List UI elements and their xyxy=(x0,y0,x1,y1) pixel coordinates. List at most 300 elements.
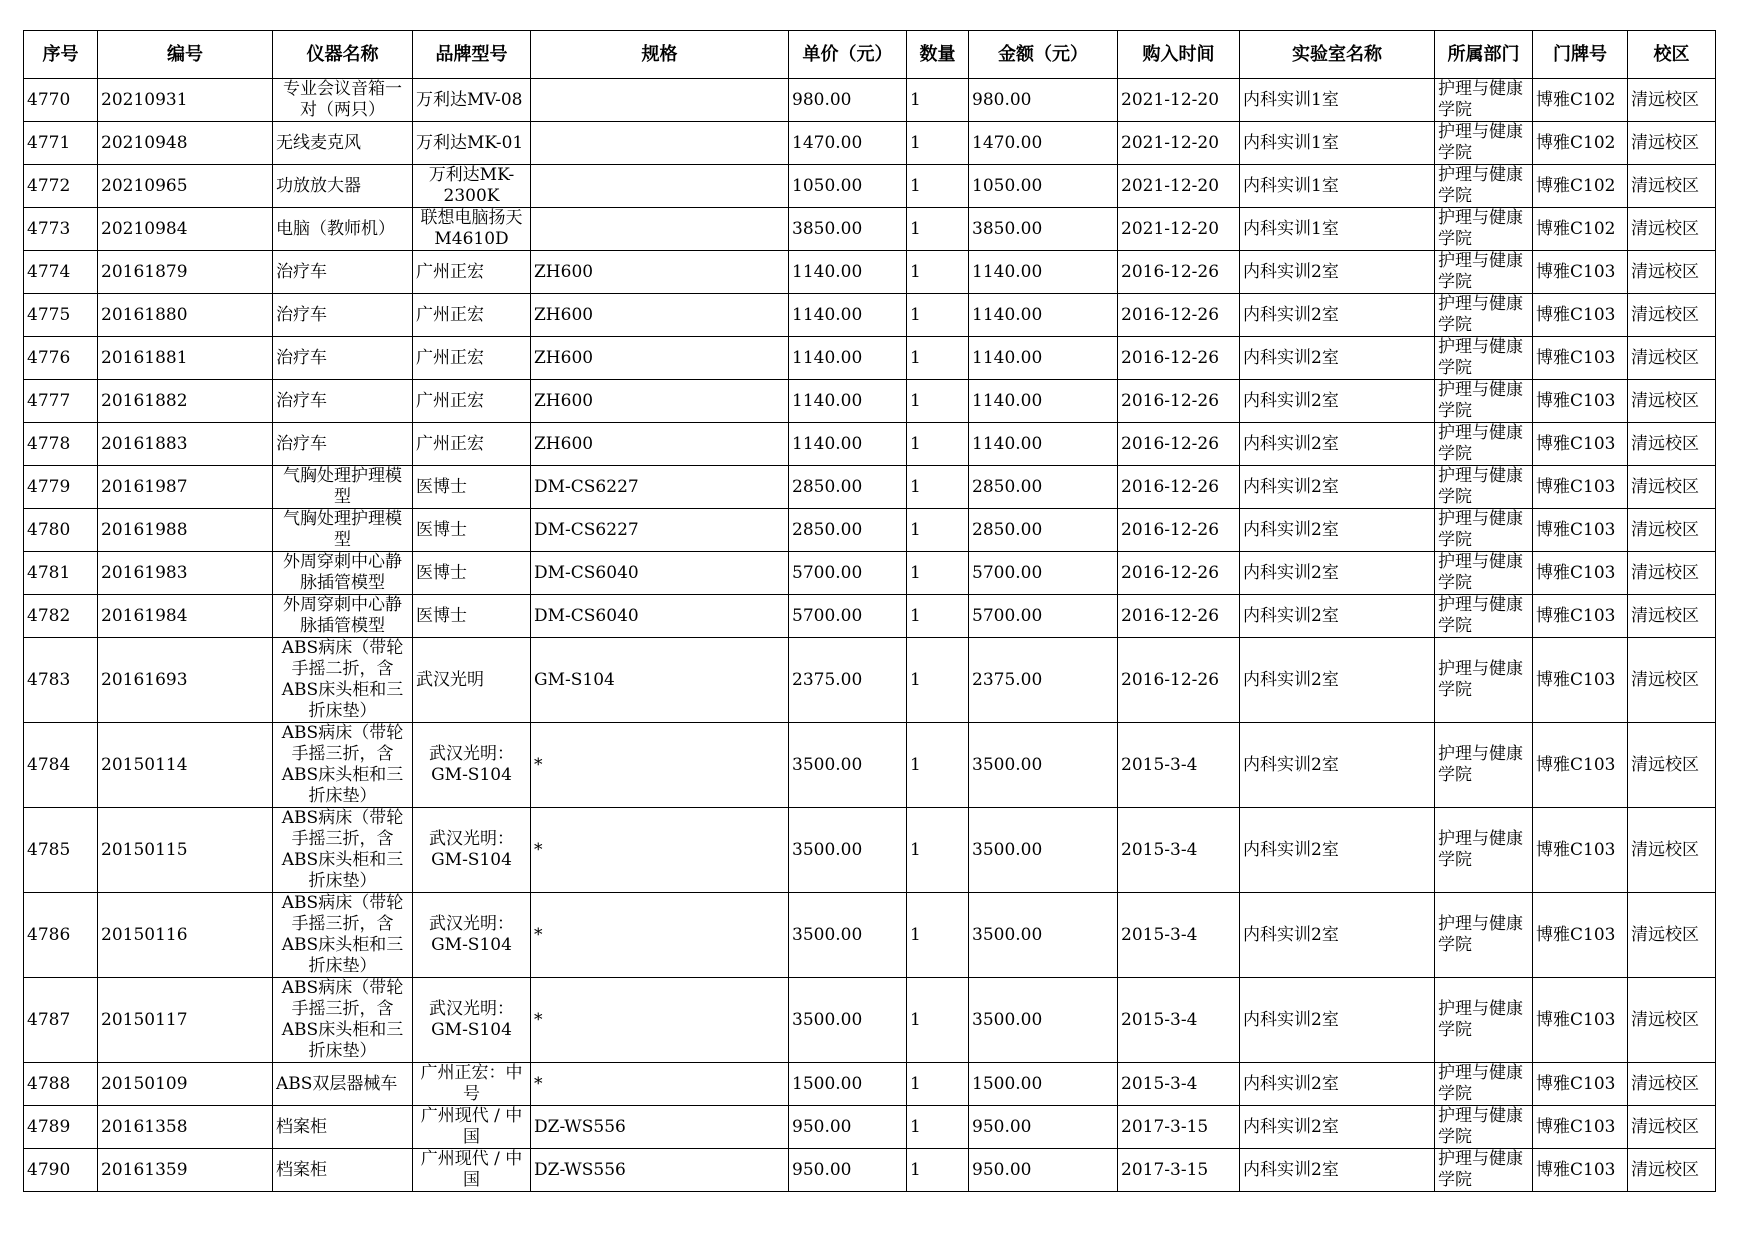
table-row xyxy=(24,165,1716,208)
cell-quantity-text: 1 xyxy=(910,562,921,583)
cell-quantity xyxy=(907,79,969,122)
cell-purchase-date-text: 2017-3-15 xyxy=(1121,1159,1209,1180)
cell-code-text: 20161359 xyxy=(101,1159,188,1180)
cell-purchase-date-text: 2015-3-4 xyxy=(1121,924,1198,945)
cell-brand-model xyxy=(413,595,531,638)
cell-instrument-name xyxy=(273,893,413,978)
cell-seq-text: 4772 xyxy=(27,175,71,196)
cell-spec-text: DM-CS6227 xyxy=(534,476,639,497)
cell-unit-price-text: 2850.00 xyxy=(792,519,863,540)
cell-campus-text: 清远校区 xyxy=(1631,1073,1699,1094)
cell-department xyxy=(1435,337,1533,380)
cell-department xyxy=(1435,509,1533,552)
cell-purchase-date xyxy=(1118,251,1240,294)
cell-amount xyxy=(969,208,1118,251)
cell-lab-name xyxy=(1240,79,1435,122)
cell-brand-model-text: 广州正宏 xyxy=(416,304,484,325)
cell-quantity-text: 1 xyxy=(910,132,921,153)
cell-amount xyxy=(969,723,1118,808)
inventory-sheet xyxy=(23,30,1716,1192)
cell-amount-text: 1140.00 xyxy=(972,390,1043,411)
cell-brand-model xyxy=(413,122,531,165)
cell-instrument-name-text: 外周穿刺中心静脉插管模型 xyxy=(283,552,402,593)
cell-campus xyxy=(1628,552,1716,595)
cell-room-number xyxy=(1533,893,1628,978)
cell-code xyxy=(98,380,273,423)
header-price: 单价（元） xyxy=(789,31,907,79)
cell-campus xyxy=(1628,1063,1716,1106)
cell-amount-text: 1050.00 xyxy=(972,175,1043,196)
cell-lab-name xyxy=(1240,337,1435,380)
cell-spec xyxy=(531,509,789,552)
cell-campus-text: 清远校区 xyxy=(1631,1009,1699,1030)
cell-seq-text: 4774 xyxy=(27,261,71,282)
cell-brand-model-text: 武汉光明 xyxy=(416,669,484,690)
cell-room-number xyxy=(1533,723,1628,808)
cell-unit-price-text: 1140.00 xyxy=(792,390,863,411)
cell-quantity xyxy=(907,1063,969,1106)
cell-code-text: 20161882 xyxy=(101,390,188,411)
cell-purchase-date xyxy=(1118,1063,1240,1106)
cell-campus xyxy=(1628,466,1716,509)
cell-purchase-date-text: 2016-12-26 xyxy=(1121,433,1220,454)
cell-room-number-text: 博雅C103 xyxy=(1536,304,1616,325)
cell-lab-name-text: 内科实训2室 xyxy=(1243,1009,1339,1030)
cell-quantity xyxy=(907,251,969,294)
table-row xyxy=(24,723,1716,808)
cell-purchase-date xyxy=(1118,595,1240,638)
cell-purchase-date xyxy=(1118,1106,1240,1149)
cell-amount xyxy=(969,79,1118,122)
cell-amount xyxy=(969,337,1118,380)
cell-code xyxy=(98,1149,273,1192)
cell-code xyxy=(98,893,273,978)
cell-instrument-name-text: ABS病床（带轮手摇三折，含ABS床头柜和三折床垫） xyxy=(281,978,404,1061)
cell-campus xyxy=(1628,251,1716,294)
cell-purchase-date-text: 2021-12-20 xyxy=(1121,132,1220,153)
header-brand: 品牌型号 xyxy=(413,31,531,79)
cell-instrument-name xyxy=(273,509,413,552)
cell-spec xyxy=(531,1149,789,1192)
cell-amount-text: 1140.00 xyxy=(972,261,1043,282)
cell-department-text: 护理与健康学院 xyxy=(1438,208,1523,249)
cell-purchase-date xyxy=(1118,380,1240,423)
cell-brand-model xyxy=(413,978,531,1063)
cell-campus xyxy=(1628,808,1716,893)
cell-quantity xyxy=(907,808,969,893)
cell-lab-name xyxy=(1240,808,1435,893)
cell-lab-name xyxy=(1240,1106,1435,1149)
cell-purchase-date xyxy=(1118,423,1240,466)
cell-spec-text: DM-CS6227 xyxy=(534,519,639,540)
cell-room-number-text: 博雅C103 xyxy=(1536,562,1616,583)
table-row xyxy=(24,893,1716,978)
cell-brand-model xyxy=(413,79,531,122)
cell-campus xyxy=(1628,208,1716,251)
cell-quantity xyxy=(907,1106,969,1149)
cell-campus xyxy=(1628,1106,1716,1149)
cell-brand-model-text: 广州现代 / 中国 xyxy=(420,1106,523,1147)
cell-amount-text: 3500.00 xyxy=(972,839,1043,860)
cell-room-number-text: 博雅C103 xyxy=(1536,390,1616,411)
cell-room-number xyxy=(1533,509,1628,552)
cell-code-text: 20150117 xyxy=(101,1009,188,1030)
cell-purchase-date xyxy=(1118,208,1240,251)
cell-department xyxy=(1435,251,1533,294)
header-amount: 金额（元） xyxy=(969,31,1118,79)
cell-amount xyxy=(969,122,1118,165)
cell-code-text: 20150115 xyxy=(101,839,188,860)
cell-spec xyxy=(531,79,789,122)
table-row xyxy=(24,208,1716,251)
cell-instrument-name-text: 专业会议音箱一对（两只） xyxy=(283,79,402,120)
cell-code xyxy=(98,1063,273,1106)
cell-lab-name-text: 内科实训1室 xyxy=(1243,218,1339,239)
cell-code xyxy=(98,978,273,1063)
cell-unit-price xyxy=(789,423,907,466)
cell-instrument-name-text: ABS病床（带轮手摇三折，含ABS床头柜和三折床垫） xyxy=(281,893,404,976)
cell-room-number xyxy=(1533,165,1628,208)
cell-spec-text: ZH600 xyxy=(534,304,594,325)
cell-amount-text: 3500.00 xyxy=(972,1009,1043,1030)
cell-lab-name xyxy=(1240,552,1435,595)
cell-lab-name-text: 内科实训2室 xyxy=(1243,1116,1339,1137)
cell-code-text: 20210984 xyxy=(101,218,188,239)
cell-spec-text: DM-CS6040 xyxy=(534,605,639,626)
cell-unit-price-text: 3500.00 xyxy=(792,1009,863,1030)
cell-instrument-name xyxy=(273,595,413,638)
cell-campus xyxy=(1628,723,1716,808)
cell-purchase-date-text: 2016-12-26 xyxy=(1121,562,1220,583)
cell-unit-price-text: 3500.00 xyxy=(792,754,863,775)
cell-amount xyxy=(969,1106,1118,1149)
cell-purchase-date-text: 2015-3-4 xyxy=(1121,1073,1198,1094)
cell-campus-text: 清远校区 xyxy=(1631,1116,1699,1137)
cell-code-text: 20161880 xyxy=(101,304,188,325)
cell-purchase-date xyxy=(1118,122,1240,165)
cell-seq xyxy=(24,122,98,165)
cell-amount-text: 950.00 xyxy=(972,1159,1032,1180)
cell-instrument-name-text: 气胸处理护理模型 xyxy=(283,509,402,550)
cell-instrument-name xyxy=(273,638,413,723)
cell-spec-text: ZH600 xyxy=(534,390,594,411)
cell-room-number-text: 博雅C103 xyxy=(1536,754,1616,775)
cell-lab-name xyxy=(1240,1063,1435,1106)
cell-seq-text: 4780 xyxy=(27,519,71,540)
cell-code-text: 20161879 xyxy=(101,261,188,282)
cell-department-text: 护理与健康学院 xyxy=(1438,423,1523,464)
table-row xyxy=(24,638,1716,723)
cell-room-number-text: 博雅C103 xyxy=(1536,669,1616,690)
cell-spec-text: DZ-WS556 xyxy=(534,1159,626,1180)
cell-brand-model xyxy=(413,552,531,595)
cell-spec-text: ZH600 xyxy=(534,433,594,454)
cell-purchase-date-text: 2016-12-26 xyxy=(1121,390,1220,411)
cell-brand-model-text: 武汉光明：GM-S104 xyxy=(429,914,514,955)
cell-department xyxy=(1435,552,1533,595)
cell-room-number-text: 博雅C102 xyxy=(1536,175,1616,196)
cell-quantity xyxy=(907,423,969,466)
cell-spec xyxy=(531,1106,789,1149)
cell-spec-text: * xyxy=(534,924,543,945)
cell-spec xyxy=(531,595,789,638)
cell-quantity xyxy=(907,1149,969,1192)
cell-seq xyxy=(24,509,98,552)
cell-room-number-text: 博雅C103 xyxy=(1536,347,1616,368)
cell-amount xyxy=(969,1063,1118,1106)
cell-amount xyxy=(969,466,1118,509)
table-row xyxy=(24,337,1716,380)
cell-purchase-date xyxy=(1118,294,1240,337)
cell-brand-model-text: 万利达MK-01 xyxy=(416,132,524,153)
cell-room-number-text: 博雅C103 xyxy=(1536,1073,1616,1094)
cell-quantity-text: 1 xyxy=(910,89,921,110)
cell-seq-text: 4786 xyxy=(27,924,71,945)
table-row xyxy=(24,380,1716,423)
cell-lab-name-text: 内科实训2室 xyxy=(1243,390,1339,411)
cell-spec xyxy=(531,337,789,380)
cell-campus xyxy=(1628,423,1716,466)
table-row xyxy=(24,466,1716,509)
cell-unit-price-text: 3500.00 xyxy=(792,839,863,860)
cell-quantity xyxy=(907,165,969,208)
cell-seq xyxy=(24,165,98,208)
cell-amount-text: 2850.00 xyxy=(972,476,1043,497)
table-row xyxy=(24,79,1716,122)
cell-unit-price xyxy=(789,208,907,251)
cell-lab-name-text: 内科实训2室 xyxy=(1243,433,1339,454)
table-row xyxy=(24,552,1716,595)
header-name: 仪器名称 xyxy=(273,31,413,79)
cell-amount xyxy=(969,595,1118,638)
cell-campus-text: 清远校区 xyxy=(1631,347,1699,368)
cell-campus-text: 清远校区 xyxy=(1631,261,1699,282)
cell-code xyxy=(98,466,273,509)
table-row xyxy=(24,251,1716,294)
table-row xyxy=(24,978,1716,1063)
cell-brand-model xyxy=(413,808,531,893)
cell-campus xyxy=(1628,595,1716,638)
cell-brand-model-text: 医博士 xyxy=(416,605,467,626)
cell-quantity xyxy=(907,466,969,509)
cell-seq-text: 4776 xyxy=(27,347,71,368)
cell-purchase-date xyxy=(1118,893,1240,978)
cell-code-text: 20161988 xyxy=(101,519,188,540)
cell-unit-price-text: 3500.00 xyxy=(792,924,863,945)
cell-instrument-name xyxy=(273,1106,413,1149)
cell-seq xyxy=(24,294,98,337)
cell-spec-text: * xyxy=(534,754,543,775)
cell-spec-text: * xyxy=(534,1009,543,1030)
cell-unit-price xyxy=(789,251,907,294)
cell-room-number xyxy=(1533,638,1628,723)
cell-room-number-text: 博雅C103 xyxy=(1536,1009,1616,1030)
cell-brand-model-text: 武汉光明：GM-S104 xyxy=(429,829,514,870)
cell-unit-price-text: 1470.00 xyxy=(792,132,863,153)
cell-code xyxy=(98,423,273,466)
cell-amount-text: 1140.00 xyxy=(972,433,1043,454)
cell-unit-price-text: 2375.00 xyxy=(792,669,863,690)
cell-room-number xyxy=(1533,466,1628,509)
cell-instrument-name-text: ABS病床（带轮手摇三折，含ABS床头柜和三折床垫） xyxy=(281,808,404,891)
cell-room-number-text: 博雅C103 xyxy=(1536,433,1616,454)
cell-spec-text: DM-CS6040 xyxy=(534,562,639,583)
cell-purchase-date xyxy=(1118,466,1240,509)
cell-spec xyxy=(531,808,789,893)
cell-lab-name-text: 内科实训2室 xyxy=(1243,605,1339,626)
cell-seq xyxy=(24,466,98,509)
cell-quantity xyxy=(907,380,969,423)
cell-amount xyxy=(969,808,1118,893)
cell-purchase-date xyxy=(1118,978,1240,1063)
cell-instrument-name-text: 治疗车 xyxy=(276,390,327,411)
cell-purchase-date xyxy=(1118,638,1240,723)
cell-purchase-date-text: 2021-12-20 xyxy=(1121,175,1220,196)
cell-instrument-name-text: 治疗车 xyxy=(276,261,327,282)
cell-department-text: 护理与健康学院 xyxy=(1438,1106,1523,1147)
cell-brand-model-text: 广州正宏：中号 xyxy=(420,1063,523,1104)
cell-department-text: 护理与健康学院 xyxy=(1438,165,1523,206)
cell-unit-price xyxy=(789,380,907,423)
cell-brand-model xyxy=(413,165,531,208)
cell-seq xyxy=(24,208,98,251)
cell-seq xyxy=(24,337,98,380)
cell-campus xyxy=(1628,1149,1716,1192)
cell-spec xyxy=(531,423,789,466)
cell-lab-name-text: 内科实训2室 xyxy=(1243,519,1339,540)
cell-room-number xyxy=(1533,1149,1628,1192)
cell-purchase-date-text: 2016-12-26 xyxy=(1121,304,1220,325)
cell-department xyxy=(1435,208,1533,251)
cell-quantity-text: 1 xyxy=(910,605,921,626)
cell-instrument-name xyxy=(273,294,413,337)
cell-lab-name-text: 内科实训2室 xyxy=(1243,669,1339,690)
cell-lab-name xyxy=(1240,294,1435,337)
cell-purchase-date-text: 2021-12-20 xyxy=(1121,218,1220,239)
cell-spec xyxy=(531,251,789,294)
cell-lab-name xyxy=(1240,423,1435,466)
cell-room-number xyxy=(1533,337,1628,380)
cell-seq xyxy=(24,251,98,294)
cell-campus-text: 清远校区 xyxy=(1631,924,1699,945)
cell-amount xyxy=(969,165,1118,208)
cell-purchase-date-text: 2021-12-20 xyxy=(1121,89,1220,110)
cell-code-text: 20210965 xyxy=(101,175,188,196)
cell-department-text: 护理与健康学院 xyxy=(1438,79,1523,120)
table-row xyxy=(24,808,1716,893)
cell-lab-name-text: 内科实训2室 xyxy=(1243,754,1339,775)
cell-amount xyxy=(969,552,1118,595)
cell-instrument-name-text: 电脑（教师机） xyxy=(276,218,395,239)
cell-brand-model xyxy=(413,509,531,552)
cell-code xyxy=(98,638,273,723)
cell-campus xyxy=(1628,79,1716,122)
cell-seq-text: 4788 xyxy=(27,1073,71,1094)
cell-department xyxy=(1435,423,1533,466)
cell-room-number-text: 博雅C103 xyxy=(1536,519,1616,540)
cell-department xyxy=(1435,893,1533,978)
cell-purchase-date-text: 2016-12-26 xyxy=(1121,347,1220,368)
cell-instrument-name xyxy=(273,1063,413,1106)
cell-code xyxy=(98,79,273,122)
cell-instrument-name xyxy=(273,337,413,380)
cell-campus-text: 清远校区 xyxy=(1631,304,1699,325)
cell-amount-text: 980.00 xyxy=(972,89,1032,110)
cell-campus-text: 清远校区 xyxy=(1631,839,1699,860)
cell-room-number-text: 博雅C103 xyxy=(1536,476,1616,497)
cell-spec-text: * xyxy=(534,839,543,860)
cell-instrument-name xyxy=(273,978,413,1063)
cell-brand-model xyxy=(413,423,531,466)
cell-instrument-name xyxy=(273,79,413,122)
cell-quantity xyxy=(907,122,969,165)
cell-campus-text: 清远校区 xyxy=(1631,669,1699,690)
cell-amount-text: 1140.00 xyxy=(972,347,1043,368)
cell-brand-model-text: 万利达MV-08 xyxy=(416,89,523,110)
cell-lab-name-text: 内科实训2室 xyxy=(1243,1159,1339,1180)
cell-lab-name xyxy=(1240,165,1435,208)
cell-seq-text: 4773 xyxy=(27,218,71,239)
cell-code-text: 20161883 xyxy=(101,433,188,454)
cell-quantity xyxy=(907,595,969,638)
cell-brand-model-text: 武汉光明：GM-S104 xyxy=(429,999,514,1040)
cell-unit-price-text: 1500.00 xyxy=(792,1073,863,1094)
cell-unit-price-text: 5700.00 xyxy=(792,605,863,626)
cell-seq-text: 4783 xyxy=(27,669,71,690)
cell-department-text: 护理与健康学院 xyxy=(1438,999,1523,1040)
cell-room-number xyxy=(1533,380,1628,423)
cell-brand-model xyxy=(413,1149,531,1192)
cell-lab-name xyxy=(1240,208,1435,251)
cell-purchase-date xyxy=(1118,808,1240,893)
cell-unit-price-text: 1050.00 xyxy=(792,175,863,196)
cell-lab-name xyxy=(1240,723,1435,808)
cell-unit-price xyxy=(789,978,907,1063)
cell-code xyxy=(98,251,273,294)
cell-amount-text: 3500.00 xyxy=(972,754,1043,775)
cell-unit-price xyxy=(789,893,907,978)
cell-amount xyxy=(969,893,1118,978)
cell-amount-text: 2850.00 xyxy=(972,519,1043,540)
cell-unit-price xyxy=(789,808,907,893)
cell-unit-price xyxy=(789,638,907,723)
cell-brand-model xyxy=(413,208,531,251)
cell-room-number xyxy=(1533,1106,1628,1149)
cell-instrument-name xyxy=(273,208,413,251)
cell-purchase-date-text: 2016-12-26 xyxy=(1121,605,1220,626)
cell-room-number xyxy=(1533,552,1628,595)
cell-department-text: 护理与健康学院 xyxy=(1438,1149,1523,1190)
cell-amount-text: 950.00 xyxy=(972,1116,1032,1137)
cell-code-text: 20161983 xyxy=(101,562,188,583)
cell-room-number xyxy=(1533,423,1628,466)
cell-seq xyxy=(24,1149,98,1192)
cell-department xyxy=(1435,978,1533,1063)
cell-unit-price-text: 980.00 xyxy=(792,89,852,110)
cell-department-text: 护理与健康学院 xyxy=(1438,829,1523,870)
cell-seq-text: 4790 xyxy=(27,1159,71,1180)
cell-lab-name xyxy=(1240,380,1435,423)
cell-seq-text: 4779 xyxy=(27,476,71,497)
cell-unit-price-text: 1140.00 xyxy=(792,304,863,325)
cell-quantity-text: 1 xyxy=(910,347,921,368)
cell-amount xyxy=(969,251,1118,294)
cell-quantity-text: 1 xyxy=(910,304,921,325)
cell-spec xyxy=(531,466,789,509)
cell-spec xyxy=(531,1063,789,1106)
cell-purchase-date-text: 2016-12-26 xyxy=(1121,476,1220,497)
cell-lab-name-text: 内科实训2室 xyxy=(1243,1073,1339,1094)
